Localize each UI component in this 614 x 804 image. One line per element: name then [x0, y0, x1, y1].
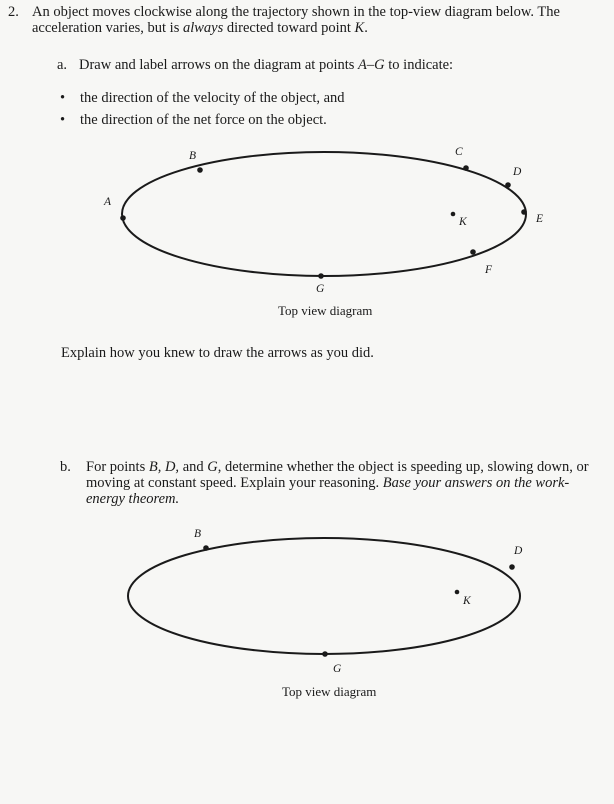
part-a-label: a.	[57, 57, 68, 73]
part-a-instruction: Draw and label arrows on the diagram at points A–G to indicate:	[79, 57, 454, 73]
label-a: A	[104, 196, 112, 208]
part-b-line-2: moving at constant speed. Explain your reasoning. Base your answers on the work-	[86, 475, 570, 491]
label-f: F	[485, 264, 493, 276]
label-g: G	[316, 283, 325, 295]
point-k-dot	[451, 212, 456, 217]
point-g2-dot	[322, 651, 328, 657]
point-k2-dot	[455, 590, 460, 595]
label-k2: K	[463, 595, 471, 607]
label-d: D	[513, 166, 522, 178]
diagram-b-caption: Top view diagram	[282, 684, 377, 699]
point-c-dot	[463, 165, 469, 171]
part-b-line-1: For points B, D, and G, determine whether the object is speeding up, slowing down, or	[86, 459, 589, 475]
intro-line-1: An object moves clockwise along the trajectory shown in the top-view diagram below. The	[32, 4, 560, 20]
intro-line-2: acceleration varies, but is always directed toward point K.	[32, 20, 368, 36]
label-k: K	[459, 216, 467, 228]
point-d-dot	[505, 182, 511, 188]
diagram-a-caption: Top view diagram	[278, 303, 373, 318]
bullet-marker: •	[60, 112, 66, 128]
part-b-label: b.	[60, 459, 71, 475]
point-d2-dot	[509, 564, 515, 570]
label-e: E	[536, 213, 544, 225]
problem-number: 2.	[8, 4, 19, 20]
point-a-dot	[120, 215, 126, 221]
point-f-dot	[470, 249, 476, 255]
label-d2: D	[514, 545, 523, 557]
trajectory-ellipse-b	[128, 538, 523, 654]
label-b: B	[189, 150, 197, 162]
bullet-velocity: the direction of the velocity of the object, and	[80, 90, 345, 106]
point-e-dot	[521, 209, 527, 215]
point-b-dot	[197, 167, 203, 173]
point-b2-dot	[203, 545, 209, 551]
label-b2: B	[194, 528, 202, 540]
point-g-dot	[318, 273, 324, 279]
label-c: C	[455, 146, 463, 158]
label-g2: G	[333, 663, 342, 675]
bullet-force: the direction of the net force on the object.	[80, 112, 327, 128]
part-b-line-3: energy theorem.	[86, 491, 180, 507]
explain-prompt: Explain how you knew to draw the arrows as you did.	[61, 345, 374, 361]
bullet-marker: •	[60, 90, 66, 106]
